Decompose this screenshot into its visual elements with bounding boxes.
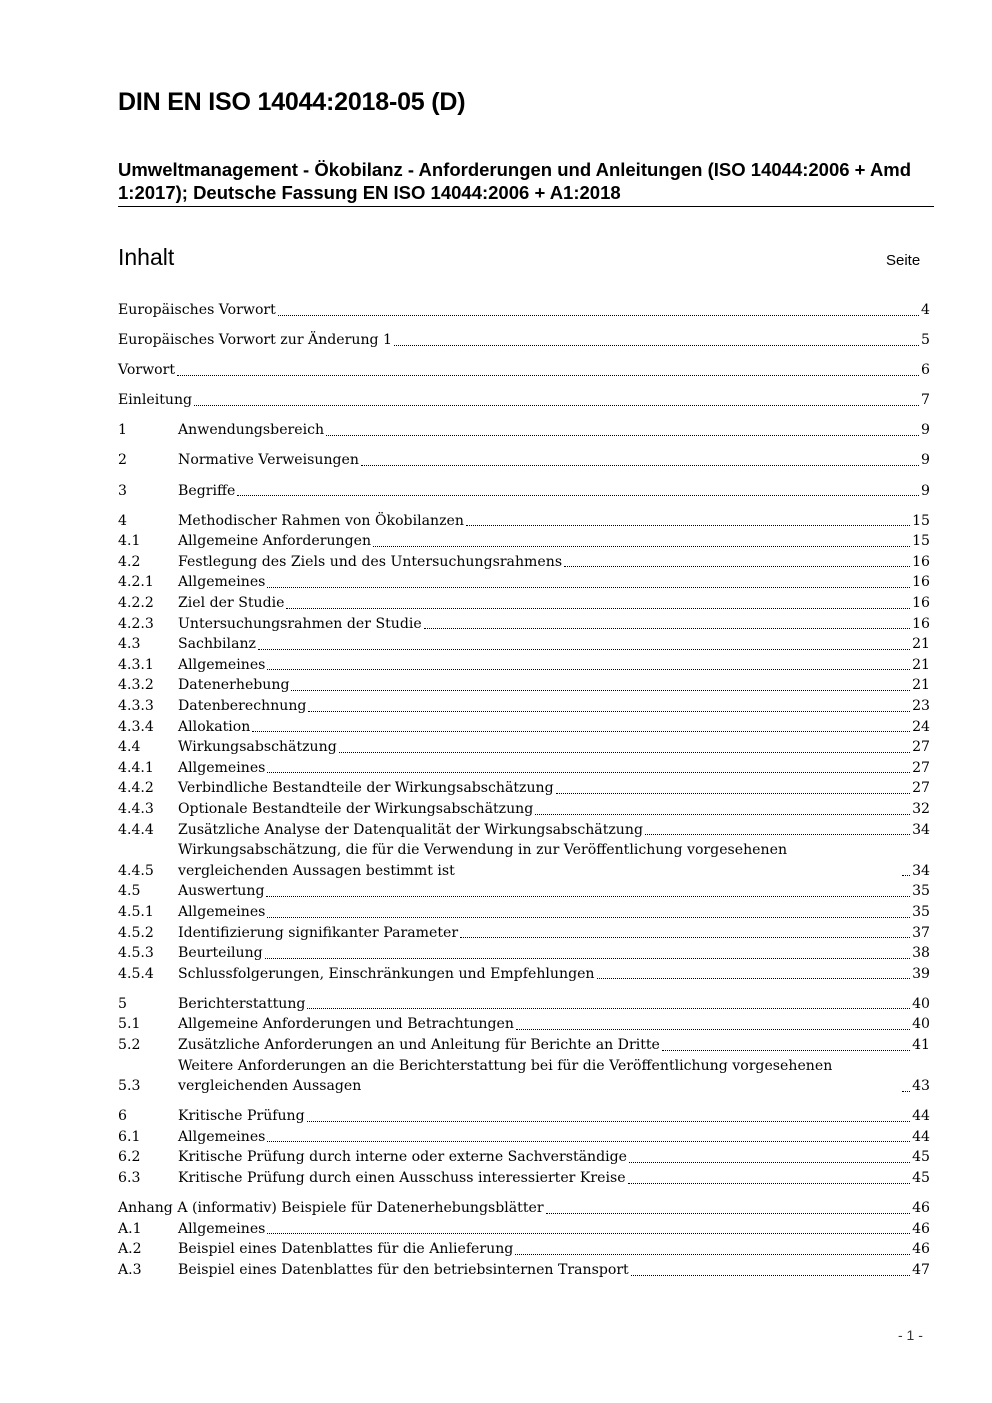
toc-entry-page: 27 [912, 739, 930, 756]
toc-leader-dots [535, 814, 910, 815]
toc-entry-page: 44 [912, 1128, 930, 1145]
toc-leader-dots [252, 731, 910, 732]
toc-leader-dots [307, 1121, 910, 1122]
toc-entry[interactable] [118, 1147, 930, 1168]
toc-leader-dots [237, 495, 919, 496]
toc-leader-dots [662, 1050, 910, 1051]
toc-leader-dots [628, 1183, 910, 1184]
toc-entry-number: 6 [118, 1108, 127, 1125]
toc-page-label: Seite [886, 252, 921, 269]
toc-entry-number: 5.2 [118, 1037, 141, 1053]
toc-leader-dots [267, 587, 910, 588]
toc-leader-dots [286, 608, 910, 609]
toc-entry-number: 4.3.3 [118, 698, 154, 714]
toc-entry-title: Kritische Prüfung durch einen Ausschuss interessierter Kreise [178, 1170, 626, 1187]
toc-entry-page: 9 [921, 452, 930, 469]
toc-entry-page: 23 [912, 698, 930, 714]
toc-entry[interactable] [118, 696, 930, 717]
toc-entry-number: 4.3.2 [118, 677, 154, 694]
toc-entry[interactable] [118, 1014, 930, 1035]
toc-entry-number: A.3 [118, 1261, 142, 1278]
toc-entry[interactable] [118, 420, 930, 441]
toc-entry-number: 4.4.4 [118, 821, 154, 838]
toc-entry-title: Auswertung [178, 883, 265, 900]
toc-entry-number: 4.3 [118, 636, 141, 653]
toc-entry-page: 45 [912, 1149, 930, 1166]
toc-entry-number: A.2 [118, 1241, 142, 1258]
toc-entry-number: 4.5.4 [118, 965, 154, 982]
page-number: - 1 - [898, 1327, 923, 1343]
toc-entry[interactable] [118, 1127, 930, 1148]
toc-entry-title: Kritische Prüfung [178, 1108, 305, 1125]
toc-leader-dots [515, 1254, 910, 1255]
toc-entry[interactable] [118, 820, 930, 841]
toc-leader-dots [516, 1029, 910, 1030]
toc-entry-number: 4.4.3 [118, 800, 154, 817]
toc-entry-page: 45 [912, 1170, 930, 1187]
toc-entry-page: 40 [912, 995, 930, 1012]
toc-entry-number: 4.2.1 [118, 574, 154, 591]
toc-entry-number: 5.1 [118, 1016, 141, 1033]
toc-leader-dots [546, 1213, 910, 1214]
toc-leader-dots [466, 525, 910, 526]
toc-entry-number: 3 [118, 482, 127, 499]
toc-entry-title: Beispiel eines Datenblattes für den betriebsinternen Transport [178, 1261, 629, 1278]
toc-leader-dots [902, 875, 910, 876]
title-divider [118, 206, 934, 207]
toc-entry-title: Anhang A (informativ) Beispiele für Datenerhebungsblätter [118, 1200, 544, 1217]
toc-leader-dots [267, 917, 910, 918]
toc-entry-page: 35 [912, 903, 930, 920]
toc-entry[interactable] [118, 799, 930, 820]
toc-entry-title: Sachbilanz [178, 636, 256, 653]
toc-entry[interactable] [118, 655, 930, 676]
toc-entry-number: 5 [118, 995, 127, 1012]
toc-leader-dots [902, 1091, 910, 1092]
toc-entry-title: Anwendungsbereich [178, 422, 325, 439]
toc-entry-page: 21 [912, 656, 930, 673]
toc-leader-dots [629, 1162, 910, 1163]
toc-entry-title: Allgemeines [178, 574, 266, 591]
toc-entry-page: 16 [912, 595, 930, 612]
toc-entry-page: 38 [912, 945, 930, 962]
toc-entry-title: Festlegung des Ziels und des Untersuchungsrahmens [178, 553, 563, 570]
toc-entry-number: 6.3 [118, 1170, 141, 1187]
toc-entry-number: 4.4 [118, 739, 141, 756]
toc-leader-dots [266, 896, 910, 897]
toc-leader-dots [265, 958, 910, 959]
toc-entry-number: 1 [118, 422, 127, 439]
toc-entry-page: 46 [912, 1241, 930, 1258]
toc-leader-dots [460, 937, 910, 938]
toc-entry-title: Berichterstattung [178, 995, 306, 1012]
toc-entry[interactable] [118, 881, 930, 902]
toc-leader-dots [597, 978, 911, 979]
toc-heading: Inhalt [118, 244, 175, 270]
toc-entry-page: 27 [912, 759, 930, 776]
toc-entry-title: Schlussfolgerungen, Einschränkungen und Empfehlungen [178, 965, 595, 982]
toc-entry[interactable] [118, 778, 930, 799]
toc-leader-dots [278, 315, 919, 316]
toc-entry-number: 6.1 [118, 1128, 141, 1145]
toc-entry[interactable] [118, 717, 930, 738]
toc-entry-number: 4.3.1 [118, 656, 154, 673]
toc-entry-page: 15 [912, 512, 930, 529]
toc-leader-dots [267, 1233, 910, 1234]
toc-entry-page: 27 [912, 780, 930, 797]
toc-entry-page: 39 [912, 965, 930, 982]
toc-leader-dots [339, 752, 910, 753]
toc-entry-number: 5.3 [118, 1078, 141, 1095]
toc-entry-page: 21 [912, 636, 930, 653]
toc-entry-number: 4.2.2 [118, 595, 154, 612]
toc-entry-title: Datenberechnung [178, 698, 307, 714]
toc-entry-title: Europäisches Vorwort zur Änderung 1 [118, 332, 393, 349]
toc-entry[interactable] [118, 614, 930, 635]
toc-entry[interactable] [118, 1168, 930, 1189]
toc-entry-number: 4.5.2 [118, 924, 154, 941]
toc-leader-dots [424, 628, 910, 629]
toc-entry-number: 4.4.1 [118, 759, 154, 776]
toc-entry-title: Datenerhebung [178, 677, 290, 694]
toc-entry-title: Allgemeines [178, 1128, 266, 1145]
toc-entry-page: 15 [912, 533, 930, 550]
toc-entry-title: Allgemeine Anforderungen und Betrachtungen [178, 1016, 514, 1033]
toc-entry-title: Einleitung [118, 392, 193, 409]
toc-entry-number: 4.4.5 [118, 862, 154, 879]
toc-leader-dots [267, 1141, 910, 1142]
toc-entry[interactable] [118, 511, 930, 532]
toc-entry-title: Zusätzliche Analyse der Datenqualität der Wirkungsabschätzung [178, 821, 643, 838]
toc-entry[interactable] [118, 450, 930, 471]
toc-entry[interactable] [118, 593, 930, 614]
toc-entry-title: Beurteilung [178, 945, 263, 962]
toc-entry-page: 37 [912, 924, 930, 941]
toc-leader-dots [373, 546, 910, 547]
toc-entry-title: Untersuchungsrahmen der Studie [178, 615, 422, 632]
toc-entry-title: Methodischer Rahmen von Ökobilanzen [178, 512, 464, 529]
toc-entry-page: 47 [912, 1261, 930, 1278]
toc-entry[interactable] [118, 300, 930, 321]
toc-entry[interactable] [118, 1106, 930, 1127]
toc-leader-dots [556, 793, 910, 794]
toc-entry[interactable] [118, 1239, 930, 1260]
toc-entry[interactable] [118, 481, 930, 502]
toc-entry[interactable] [118, 1035, 930, 1056]
toc-entry-page: 4 [921, 302, 930, 318]
toc-entry-number: 6.2 [118, 1149, 141, 1166]
toc-entry-title: Weitere Anforderungen an die Berichterstattung bei für die Veröffentlichung vorgesehenen vergleichenden Aussagen [178, 1057, 833, 1095]
toc-entry-title: Identifizierung signifikanter Parameter [178, 924, 459, 941]
table-of-contents [118, 300, 930, 1281]
toc-entry-title: Normative Verweisungen [178, 452, 359, 469]
toc-entry-page: 21 [912, 677, 930, 694]
toc-entry[interactable] [118, 737, 930, 758]
toc-entry-page: 5 [921, 332, 930, 349]
toc-entry-page: 44 [912, 1108, 930, 1125]
toc-entry-title: Vorwort [118, 362, 176, 379]
toc-entry[interactable] [118, 1056, 930, 1097]
toc-entry[interactable] [118, 675, 930, 696]
toc-entry-number: 4.2 [118, 553, 141, 570]
toc-entry-page: 16 [912, 615, 930, 632]
toc-entry-page: 24 [912, 718, 930, 735]
toc-entry-page: 46 [912, 1220, 930, 1237]
toc-entry[interactable] [118, 902, 930, 923]
toc-entry[interactable] [118, 1198, 930, 1219]
toc-entry[interactable] [118, 758, 930, 779]
toc-leader-dots [645, 834, 910, 835]
toc-entry-number: 4.5 [118, 883, 141, 900]
document-id: DIN EN ISO 14044:2018-05 (D) [118, 88, 466, 116]
toc-leader-dots [258, 649, 910, 650]
toc-entry-title: Allgemeines [178, 656, 266, 673]
toc-entry-page: 32 [912, 800, 930, 817]
toc-leader-dots [291, 690, 910, 691]
toc-entry-page: 35 [912, 883, 930, 900]
toc-leader-dots [194, 405, 919, 406]
toc-leader-dots [631, 1275, 910, 1276]
toc-entry-title: Optionale Bestandteile der Wirkungsabschätzung [178, 800, 534, 817]
toc-entry-number: 4 [118, 512, 127, 529]
toc-leader-dots [177, 375, 919, 376]
toc-leader-dots [307, 1008, 910, 1009]
toc-entry-title: Verbindliche Bestandteile der Wirkungsabschätzung [178, 780, 554, 797]
toc-leader-dots [267, 669, 910, 670]
toc-entry[interactable] [118, 923, 930, 944]
toc-entry-number: 4.5.1 [118, 903, 154, 920]
toc-entry-title: Kritische Prüfung durch interne oder externe Sachverständige [178, 1149, 627, 1166]
toc-leader-dots [361, 465, 919, 466]
toc-entry-title: Europäisches Vorwort [118, 302, 276, 318]
toc-entry[interactable] [118, 943, 930, 964]
toc-entry-page: 7 [921, 392, 930, 409]
toc-entry-number: 4.5.3 [118, 945, 154, 962]
toc-entry-page: 43 [912, 1078, 930, 1095]
toc-entry-title: Zusätzliche Anforderungen an und Anleitung für Berichte an Dritte [178, 1037, 660, 1053]
toc-entry-page: 6 [921, 362, 930, 379]
toc-entry[interactable] [118, 1219, 930, 1240]
toc-entry[interactable] [118, 634, 930, 655]
toc-entry-number: 4.2.3 [118, 615, 154, 632]
toc-entry-page: 34 [912, 862, 930, 879]
toc-entry-page: 16 [912, 574, 930, 591]
toc-entry[interactable] [118, 552, 930, 573]
toc-entry[interactable] [118, 330, 930, 351]
toc-entry-page: 9 [921, 482, 930, 499]
toc-entry-title: Allokation [178, 718, 251, 735]
toc-entry-title: Ziel der Studie [178, 595, 285, 612]
toc-entry-title: Wirkungsabschätzung [178, 739, 337, 756]
toc-entry[interactable] [118, 1260, 930, 1281]
toc-entry-page: 40 [912, 1016, 930, 1033]
toc-entry-title: Wirkungsabschätzung, die für die Verwendung in zur Veröffentlichung vorgesehenen vergleichenden Aussagen bestimmt ist [178, 842, 788, 879]
toc-entry[interactable] [118, 360, 930, 381]
toc-leader-dots [326, 435, 919, 436]
toc-entry-number: A.1 [118, 1220, 142, 1237]
toc-entry-page: 41 [912, 1037, 930, 1053]
toc-entry[interactable] [118, 572, 930, 593]
toc-entry[interactable] [118, 390, 930, 411]
toc-entry-title: Allgemeines [178, 903, 266, 920]
toc-entry-page: 16 [912, 553, 930, 570]
toc-leader-dots [564, 566, 910, 567]
toc-leader-dots [267, 772, 910, 773]
toc-entry[interactable] [118, 531, 930, 552]
toc-entry[interactable] [118, 994, 930, 1015]
toc-entry-title: Allgemeine Anforderungen [178, 533, 372, 550]
toc-entry-title: Begriffe [178, 482, 236, 499]
toc-entry[interactable] [118, 964, 930, 985]
toc-entry-title: Beispiel eines Datenblattes für die Anlieferung [178, 1241, 514, 1258]
toc-entry-number: 4.4.2 [118, 780, 154, 797]
toc-entry-page: 34 [912, 821, 930, 838]
toc-entry-number: 4.3.4 [118, 718, 154, 735]
toc-entry-title: Allgemeines [178, 1220, 266, 1237]
toc-entry[interactable] [118, 840, 930, 881]
toc-entry-page: 46 [912, 1200, 930, 1217]
toc-leader-dots [394, 345, 919, 346]
toc-entry-title: Allgemeines [178, 759, 266, 776]
toc-entry-number: 4.1 [118, 533, 141, 550]
toc-entry-number: 2 [118, 452, 127, 469]
document-title: Umweltmanagement - Ökobilanz - Anforderungen und Anleitungen (ISO 14044:2006 + Amd 1:2017); Deutsche Fassung EN ISO 14044:2006 + A1:2018 [118, 159, 912, 203]
toc-leader-dots [308, 711, 910, 712]
toc-entry-page: 9 [921, 422, 930, 439]
